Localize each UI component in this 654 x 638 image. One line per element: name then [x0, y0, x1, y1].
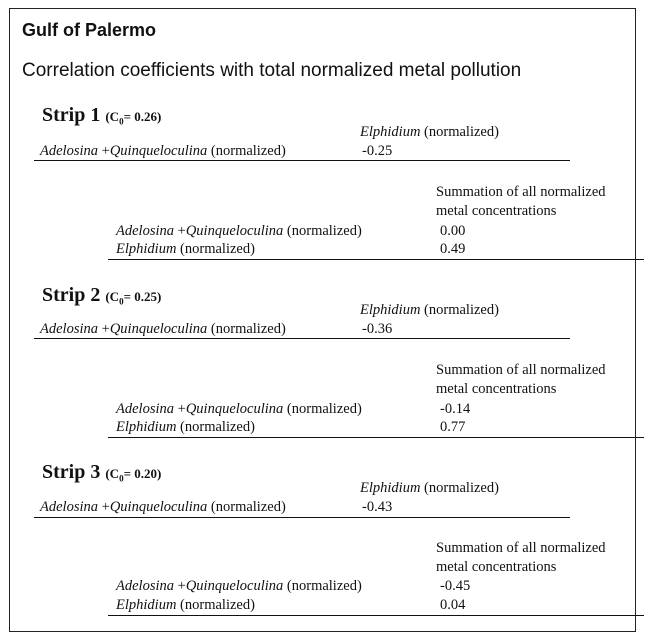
- strip-3-row-label: Adelosina +Quinqueloculina (normalized): [40, 499, 286, 515]
- strip-2-metal-row-2-value: 0.77: [440, 419, 466, 435]
- strip-1-title: [42, 104, 161, 127]
- strip-2-metal-row-1-label: Adelosina +Quinqueloculina (normalized): [116, 401, 362, 417]
- strip-3-metal-rule: [108, 615, 644, 616]
- page-title: Gulf of Palermo: [22, 20, 157, 40]
- strip-3-title: [42, 461, 161, 484]
- strip-1-row-label: Adelosina +Quinqueloculina (normalized): [40, 143, 286, 159]
- strip-2-rule: [34, 338, 570, 339]
- strip-2-elphidium-header: Elphidium (normalized): [360, 302, 499, 318]
- strip-1-summation-header-line2: metal concentrations: [436, 203, 557, 219]
- strip-3-metal-row-2-value: 0.04: [440, 597, 466, 613]
- strip-3-pair-value: -0.43: [362, 499, 393, 515]
- strip-1-pair-value: -0.25: [362, 143, 393, 159]
- strip-3-summation-header-line1: Summation of all normalized: [436, 540, 606, 556]
- strip-1-rule: [34, 160, 570, 161]
- strip-2-metal-row-1-value: -0.14: [440, 401, 471, 417]
- strip-3-metal-row-1-value: -0.45: [440, 578, 471, 594]
- strip-1-summation-header-line1: Summation of all normalized: [436, 184, 606, 200]
- strip-2-summation-header-line2: metal concentrations: [436, 381, 557, 397]
- strip-1-metal-rule: [108, 259, 644, 260]
- strip-2-label: Strip 2: [42, 284, 101, 306]
- page-subtitle: Correlation coefficients with total normalized metal pollution: [22, 60, 522, 81]
- strip-1-label: Strip 1: [42, 104, 101, 126]
- strip-2-metal-rule: [108, 437, 644, 438]
- strip-2-c0: $(C_0= 0.25)$: [105, 289, 162, 307]
- strip-2-title: [42, 284, 161, 307]
- figure-frame: [9, 8, 636, 632]
- strip-3-c0: $(C_0= 0.20)$: [105, 466, 162, 484]
- strip-2-summation-header-line1: Summation of all normalized: [436, 362, 606, 378]
- strip-1-metal-row-1-value: 0.00: [440, 223, 466, 239]
- strip-1-metal-row-2-value: 0.49: [440, 241, 466, 257]
- strip-3-metal-row-1-label: Adelosina +Quinqueloculina (normalized): [116, 578, 362, 594]
- strip-1-metal-row-2-label: Elphidium (normalized): [116, 241, 255, 257]
- strip-3-metal-row-2-label: Elphidium (normalized): [116, 597, 255, 613]
- strip-3-summation-header-line2: metal concentrations: [436, 559, 557, 575]
- strip-1-c0: $(C_0= 0.26)$: [105, 109, 162, 127]
- strip-1-metal-row-1-label: Adelosina +Quinqueloculina (normalized): [116, 223, 362, 239]
- strip-2-pair-value: -0.36: [362, 321, 393, 337]
- strip-3-elphidium-header: Elphidium (normalized): [360, 480, 499, 496]
- strip-3-rule: [34, 517, 570, 518]
- strip-2-metal-row-2-label: Elphidium (normalized): [116, 419, 255, 435]
- strip-3-label: Strip 3: [42, 461, 101, 483]
- strip-2-row-label: Adelosina +Quinqueloculina (normalized): [40, 321, 286, 337]
- strip-1-elphidium-header: Elphidium (normalized): [360, 124, 499, 140]
